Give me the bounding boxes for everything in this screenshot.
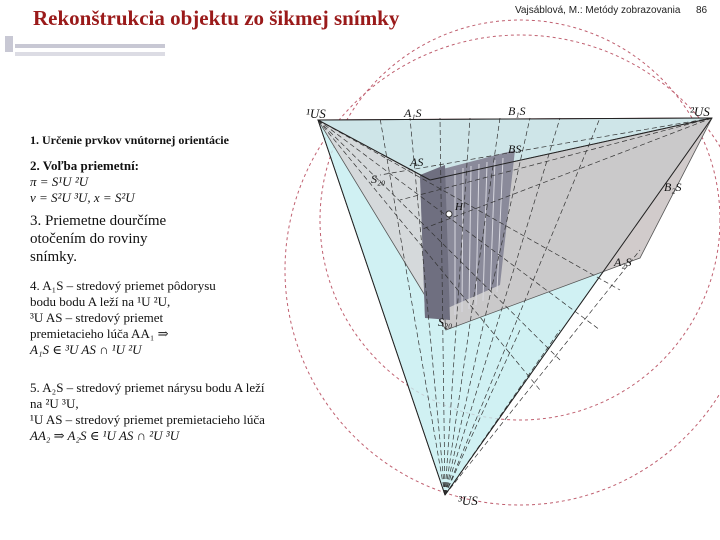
label-u1: ¹US bbox=[306, 106, 326, 121]
label-u2: ²US bbox=[690, 104, 710, 119]
step-4-line-2: bodu bodu A leží na ¹U ²U, bbox=[30, 294, 171, 309]
step-5-line-1: 5. A₂S – stredový priemet nárysu bodu A leží bbox=[30, 380, 265, 395]
step-2-line-1: π = S¹U ²U bbox=[30, 174, 89, 189]
label-u3: ³US bbox=[458, 493, 478, 508]
label-s20-left: S₂₀ bbox=[371, 172, 386, 186]
label-b1s: B₁S bbox=[508, 104, 526, 118]
label-a1s: A₁S bbox=[404, 106, 422, 120]
step-1-text: 1. Určenie prvkov vnútornej orientácie bbox=[30, 133, 229, 147]
step-3-line-2: otočením do roviny bbox=[30, 231, 148, 247]
page-title: Rekonštrukcia objektu zo šikmej snímky bbox=[33, 6, 400, 30]
label-b2s: B₂S bbox=[664, 180, 682, 194]
step-3-line-1: 3. Priemetne dourčíme bbox=[30, 213, 167, 229]
principal-point-h bbox=[446, 211, 452, 217]
label-a2s: A₂S bbox=[614, 255, 632, 269]
step-2-heading: 2. Voľba priemetní: bbox=[30, 158, 140, 173]
step-4-line-4: premietacieho lúča AA₁ ⇒ bbox=[30, 326, 169, 341]
step-4-line-3: ³U AS – stredový priemet bbox=[30, 310, 164, 325]
step-4-line-5: A₁S ∈ ³U AS ∩ ¹U ²U bbox=[30, 342, 142, 357]
label-s20-bottom: S₂₀ bbox=[438, 315, 453, 329]
author-credit: Vajsáblová, M.: Metódy zobrazovania bbox=[515, 5, 681, 16]
step-5-line-4: AA₂ ⇒ A₂S ∈ ¹U AS ∩ ²U ³U bbox=[30, 428, 180, 443]
page-number: 86 bbox=[696, 5, 708, 16]
label-bs: BS bbox=[508, 142, 522, 156]
step-4-line-1: 4. A₁S – stredový priemet pôdorysu bbox=[30, 278, 216, 293]
label-h: H bbox=[455, 201, 463, 213]
step-2-line-2: ν = S²U ³U, x = S²U bbox=[30, 190, 135, 205]
label-as: AS bbox=[410, 155, 424, 169]
step-5-line-2: na ²U ³U, bbox=[30, 396, 79, 411]
step-3-line-3: snímky. bbox=[30, 249, 77, 265]
step-5-line-3: ¹U AS – stredový priemet premietacieho lúča bbox=[30, 412, 265, 427]
